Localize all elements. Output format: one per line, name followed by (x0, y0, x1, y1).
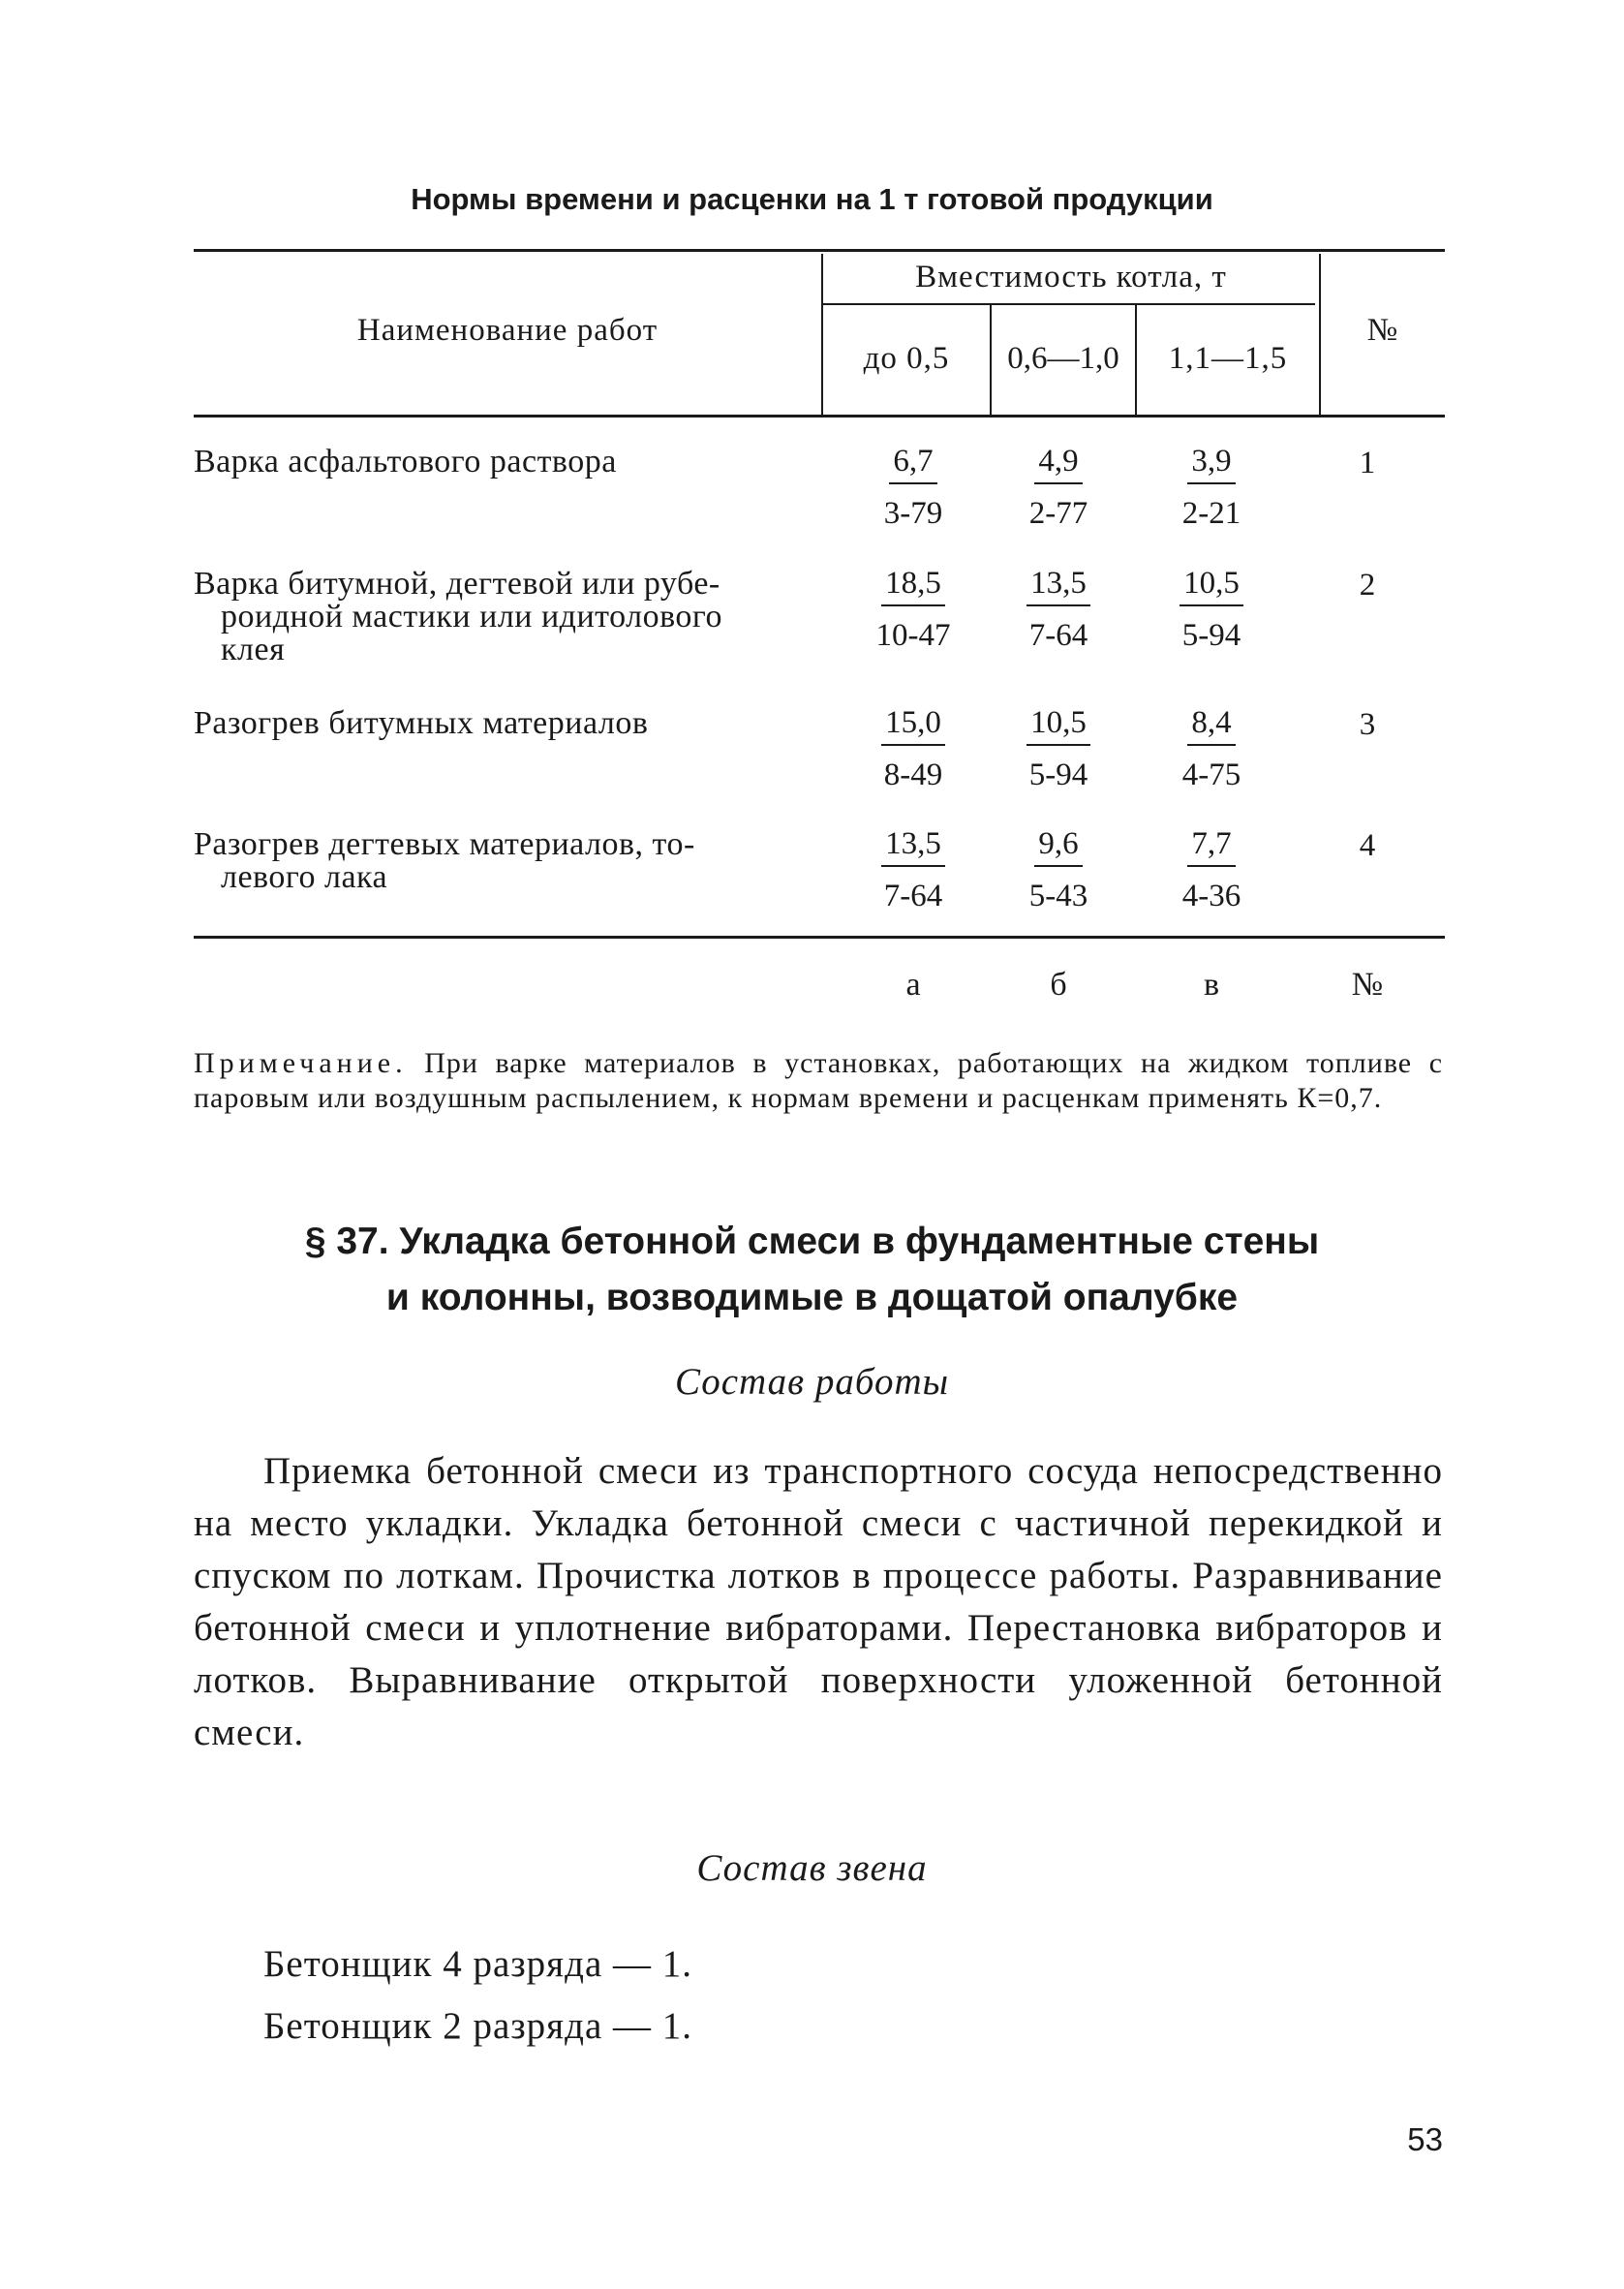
row-4-rate-b: 5-43 (1028, 879, 1088, 913)
row-1-number: 1 (1359, 446, 1376, 480)
row-4-norm-c: 7,7 (1187, 826, 1235, 867)
row-4-value-a (841, 826, 986, 913)
work-composition-text (194, 1445, 1443, 1759)
footer-col-c: в (1203, 967, 1220, 1003)
row-2-name-line-1: Варка битумной, дегтевой или рубе- (194, 566, 720, 602)
row-3-norm-a: 15,0 (881, 705, 945, 746)
row-3-rate-a: 8-49 (883, 758, 943, 792)
row-3-name (194, 707, 813, 740)
row-3-value-a (841, 705, 986, 792)
header-capacity-group: Вместимость котла, т (915, 260, 1227, 294)
header-number: № (1366, 313, 1399, 348)
section-title-line-1: § 37. Укладка бетонной смеси в фундаментные стены (304, 1221, 1320, 1262)
row-4-name (194, 828, 823, 894)
row-1-rate-a: 3-79 (883, 496, 943, 531)
row-3-number: 3 (1359, 707, 1376, 742)
row-4-name-line-2: левого лака (221, 859, 388, 895)
table-note (194, 1046, 1443, 1116)
row-4-value-c (1139, 826, 1284, 913)
row-3-rate-b: 5-94 (1028, 758, 1088, 792)
row-3-value-b (986, 705, 1131, 792)
footer-col-b: б (1050, 967, 1067, 1003)
section-title-line-2: и колонны, возводимые в дощатой опалубке (385, 1277, 1239, 1318)
row-4-norm-a: 13,5 (881, 826, 945, 867)
row-2-rate-c: 5-94 (1181, 618, 1241, 653)
row-4-rate-c: 4-36 (1181, 879, 1241, 913)
row-3-name-line-1: Разогрев битумных материалов (194, 705, 649, 741)
row-1-rate-b: 2-77 (1028, 496, 1088, 531)
row-2-rate-a: 10-47 (875, 618, 951, 653)
row-3-norm-b: 10,5 (1026, 705, 1090, 746)
row-4-number: 4 (1359, 828, 1376, 863)
team-member-2: Бетонщик 2 разряда — 1. (263, 2005, 693, 2047)
row-1-norm-b: 4,9 (1034, 444, 1082, 484)
row-2-rate-b: 7-64 (1028, 618, 1088, 653)
team-list (263, 1933, 692, 2057)
page-number: 53 (1407, 2121, 1443, 2157)
table-top-rule (194, 249, 1445, 252)
row-1-name-line-1: Варка асфальтового раствора (194, 444, 617, 479)
table-header-rule (194, 415, 1445, 418)
row-3-rate-c: 4-75 (1181, 758, 1241, 792)
row-2-norm-b: 13,5 (1026, 566, 1090, 606)
team-composition-heading: Состав звена (696, 1847, 928, 1889)
row-4-name-line-1: Разогрев дегтевых материалов, то- (194, 826, 695, 862)
row-2-name (194, 568, 823, 666)
row-3-value-c (1139, 705, 1284, 792)
note-label: Примечание. (194, 1047, 408, 1079)
footer-col-number: № (1351, 967, 1384, 1003)
row-1-rate-c: 2-21 (1181, 496, 1241, 531)
row-3-norm-c: 8,4 (1187, 705, 1235, 746)
header-work-name: Наименование работ (356, 313, 659, 348)
footer-col-a: а (905, 967, 921, 1003)
team-member-1: Бетонщик 4 разряда — 1. (263, 1943, 693, 1985)
row-2-number: 2 (1359, 568, 1376, 603)
row-2-value-a (841, 566, 986, 653)
row-2-norm-c: 10,5 (1180, 566, 1243, 606)
row-2-value-b (986, 566, 1131, 653)
capacity-group-rule (823, 303, 1315, 305)
row-4-value-b (986, 826, 1131, 913)
row-1-norm-a: 6,7 (889, 444, 936, 484)
row-1-value-c (1139, 444, 1284, 531)
row-2-name-line-2: роидной мастики или идитолового (221, 599, 723, 634)
row-2-norm-a: 18,5 (881, 566, 945, 606)
table-title: Нормы времени и расценки на 1 т готовой продукции (411, 182, 1213, 216)
work-composition-body: Приемка бетонной смеси из транспортного сосуда непосредственно на место укладки. Укладка бетонной смеси с частичной перекидкой и спуском по лоткам. Прочистка лотков в процессе работы. Разравнивание бетонной смеси и уплотнение вибраторами. Перестановка вибраторов и лотков. Выравнивание открытой поверхности уложенной бетонной смеси. (194, 1450, 1443, 1753)
row-1-value-a (841, 444, 986, 531)
row-2-name-line-3: клея (221, 632, 286, 667)
table-bottom-rule (194, 936, 1445, 939)
row-1-norm-c: 3,9 (1187, 444, 1235, 484)
row-2-value-c (1139, 566, 1284, 653)
row-1-value-b (986, 444, 1131, 531)
note-text: При варке материалов в установках, работающих на жидком топливе с паровым или воздушным распылением, к нормам времени и расценкам применять К=0,7. (194, 1047, 1444, 1114)
work-composition-heading: Состав работы (674, 1361, 950, 1403)
row-1-name (194, 446, 813, 479)
header-capacity-1: до 0,5 (863, 341, 950, 376)
row-4-norm-b: 9,6 (1034, 826, 1082, 867)
row-4-rate-a: 7-64 (883, 879, 943, 913)
header-capacity-3: 1,1—1,5 (1168, 341, 1288, 376)
header-capacity-2: 0,6—1,0 (1007, 341, 1119, 376)
